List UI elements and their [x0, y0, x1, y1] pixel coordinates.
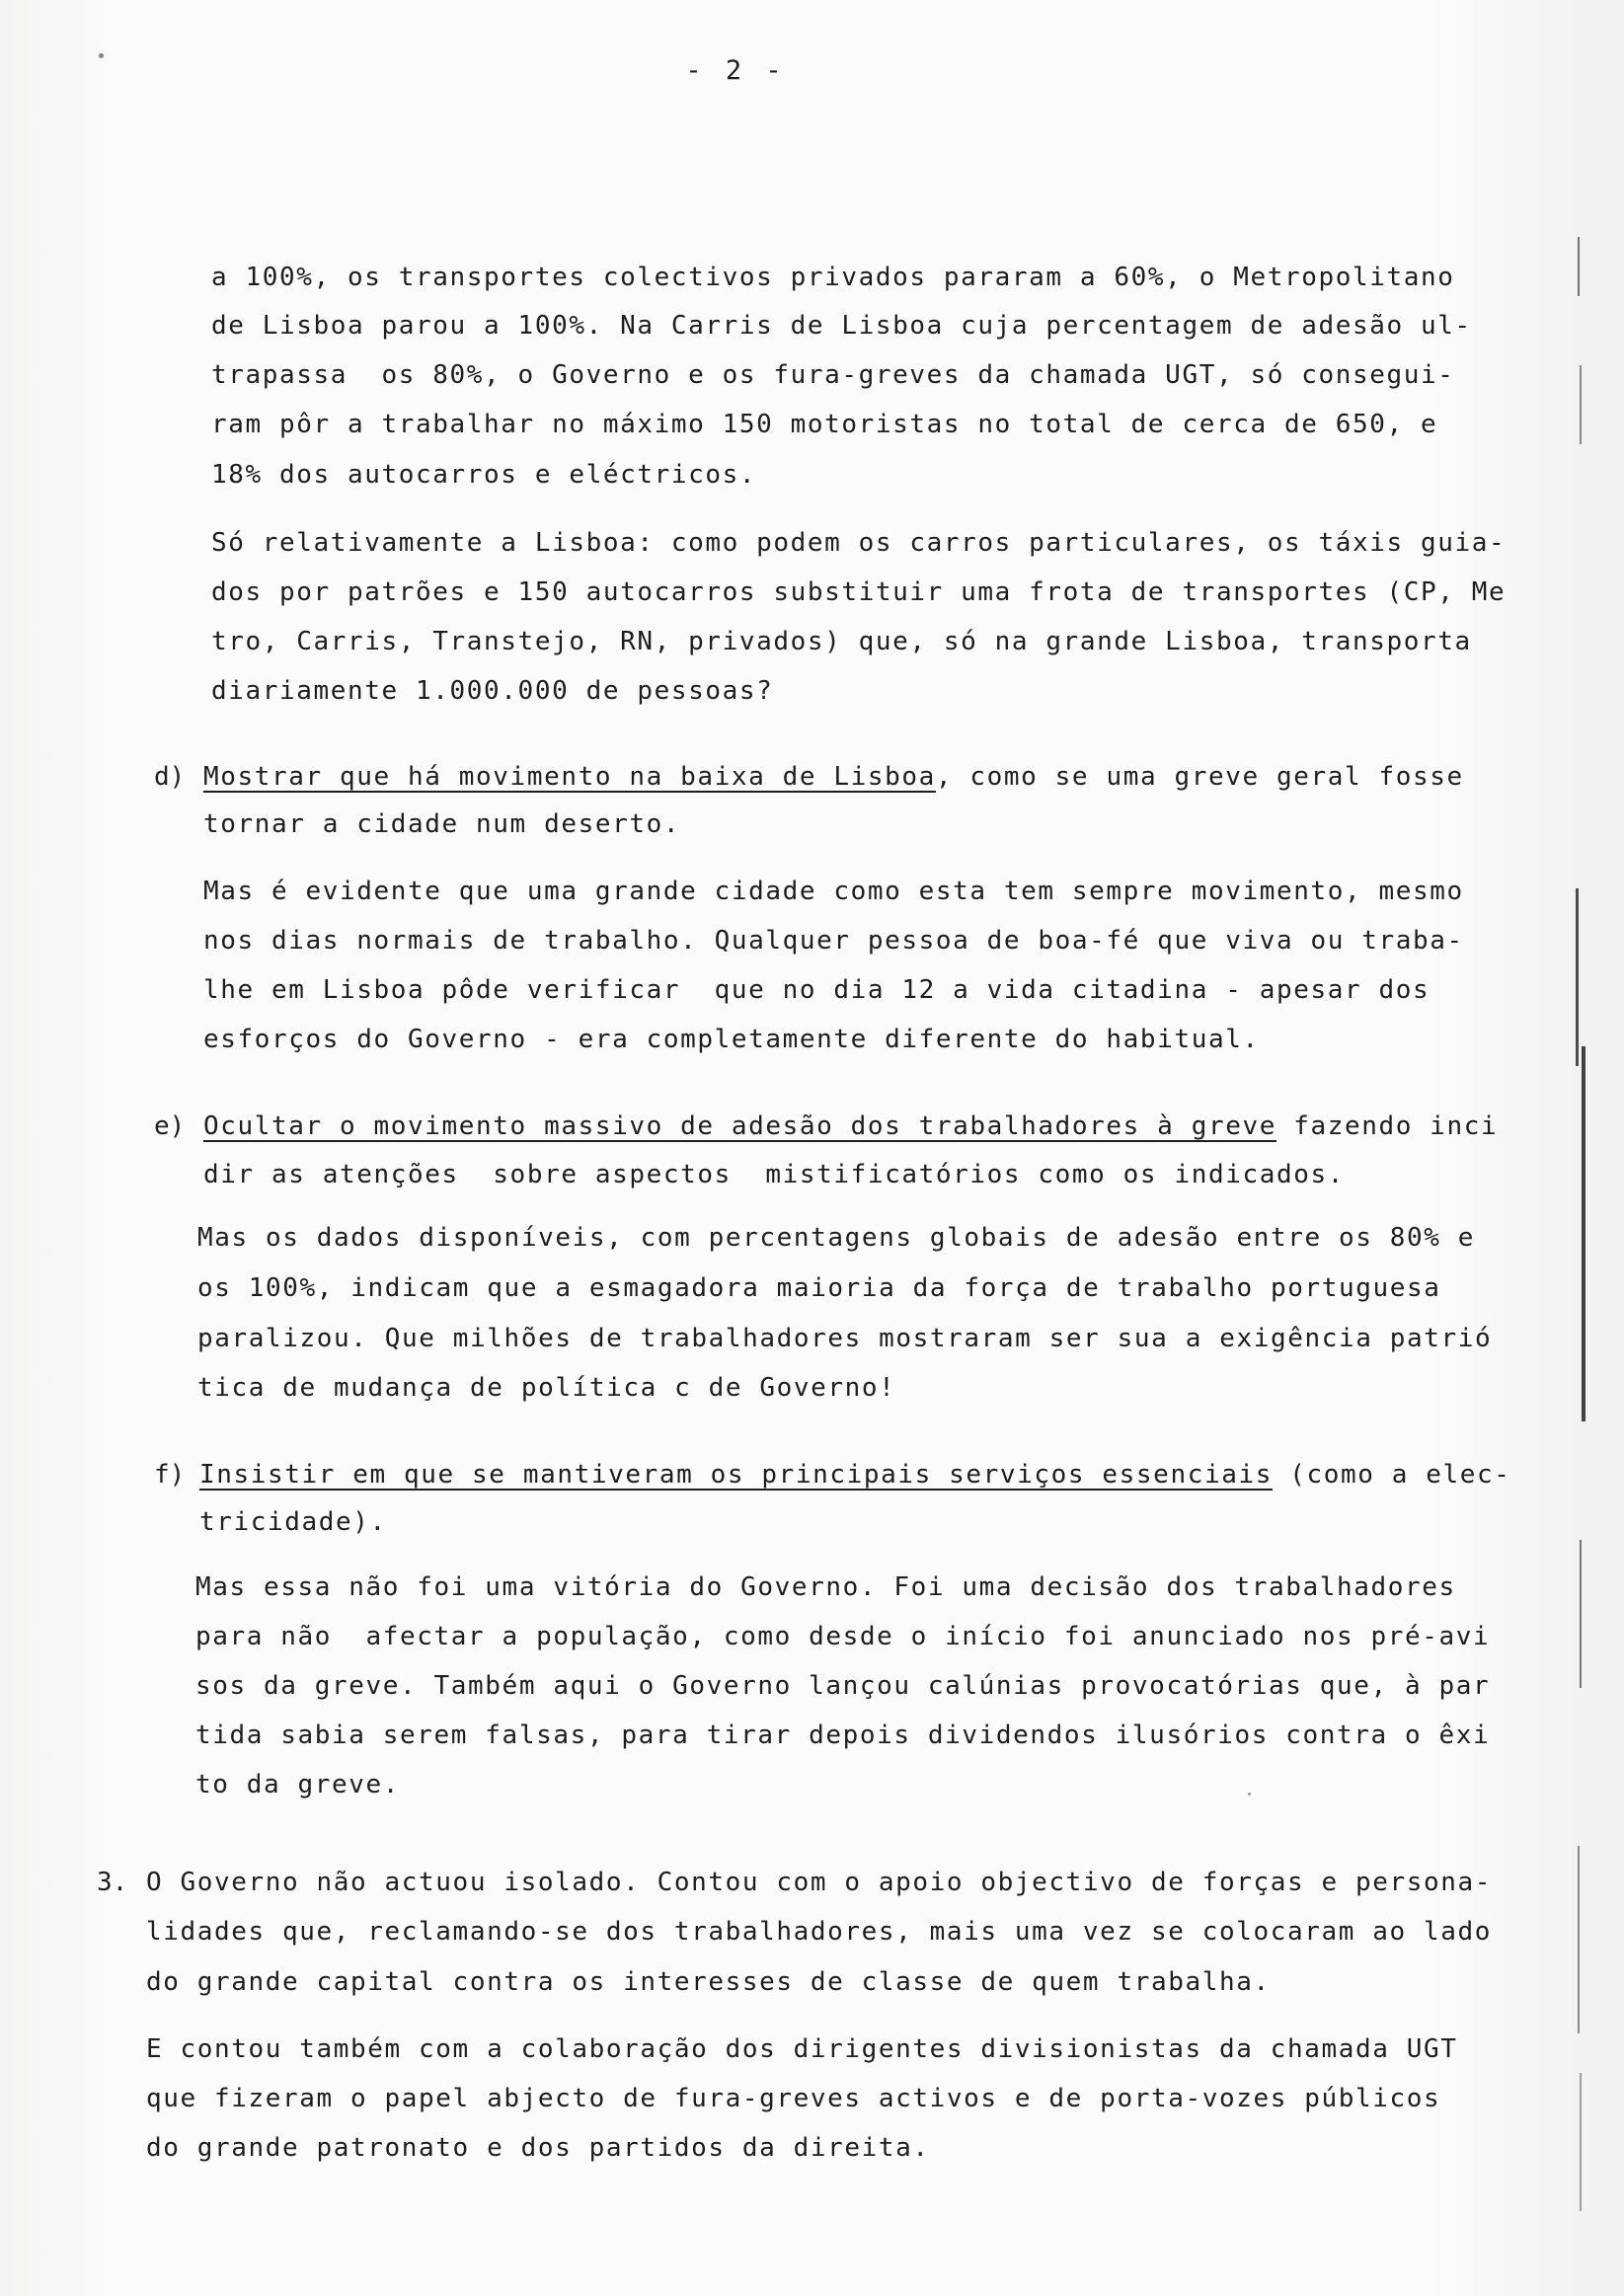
- item-e-heading-underlined: Ocultar o movimento massivo de adesão dos trabalhadores à greve: [203, 1111, 1276, 1141]
- scan-mark: [1576, 888, 1579, 1066]
- item-f-body-line: Mas essa não foi uma vitória do Governo. Foi uma decisão dos trabalhadores: [195, 1572, 1456, 1602]
- item-d-body-line: nos dias normais de trabalho. Qualquer pessoa de boa-fé que viva ou traba-: [203, 926, 1464, 956]
- scan-speck: [1248, 1793, 1251, 1796]
- item-f-body-line: sos da greve. Também aqui o Governo lançou calúnias provocatórias que, à par: [195, 1671, 1491, 1701]
- item-d-heading: [203, 757, 1464, 797]
- point-3-line: E contou também com a colaboração dos dirigentes divisionistas da chamada UGT: [146, 2034, 1458, 2064]
- item-e-body-line: tica de mudança de política c de Governo!: [197, 1373, 896, 1403]
- scan-mark: [1578, 237, 1580, 296]
- item-d-heading-underlined: Mostrar que há movimento na baixa de Lisboa: [203, 762, 936, 792]
- item-d-body-line: Mas é evidente que uma grande cidade como esta tem sempre movimento, mesmo: [203, 877, 1464, 906]
- intro-line: a 100%, os transportes colectivos privados pararam a 60%, o Metropolitano: [211, 263, 1455, 292]
- item-f-heading-underlined: Insistir em que se mantiveram os principais serviços essenciais: [199, 1460, 1273, 1490]
- item-f-marker: f): [154, 1460, 186, 1490]
- item-e-body-line: os 100%, indicam que a esmagadora maioria da força de trabalho portuguesa: [197, 1273, 1441, 1303]
- page-number: - 2 -: [685, 55, 786, 86]
- item-e-heading-line2: dir as atenções sobre aspectos mistificatórios como os indicados.: [203, 1160, 1345, 1189]
- item-d-body-line: esforços do Governo - era completamente diferente do habitual.: [203, 1025, 1260, 1054]
- lisboa-line: Só relativamente a Lisboa: como podem os carros particulares, os táxis guia-: [211, 528, 1507, 558]
- intro-line: trapassa os 80%, o Governo e os fura-greves da chamada UGT, só consegui-: [211, 360, 1455, 390]
- item-e-heading: [203, 1107, 1498, 1146]
- item-d-body-line: lhe em Lisboa pôde verificar que no dia 12 a vida citadina - apesar dos: [203, 975, 1431, 1005]
- item-f-heading-line2: tricidade).: [199, 1507, 387, 1537]
- intro-line: de Lisboa parou a 100%. Na Carris de Lisboa cuja percentagem de adesão ul-: [211, 311, 1472, 341]
- scan-mark: [1580, 2073, 1582, 2211]
- item-f-heading: [199, 1455, 1511, 1494]
- scan-mark: [1582, 1046, 1585, 1421]
- scan-mark: [1578, 1846, 1580, 2033]
- item-e-body-line: paralizou. Que milhões de trabalhadores mostraram ser sua a exigência patrió: [197, 1324, 1493, 1353]
- item-d-marker: d): [154, 762, 186, 792]
- item-e-marker: e): [154, 1111, 186, 1141]
- item-f-heading-rest: (como a elec-: [1272, 1460, 1511, 1490]
- item-e-body-line: Mas os dados disponíveis, com percentagens globais de adesão entre os 80% e: [197, 1223, 1475, 1253]
- lisboa-line: diariamente 1.000.000 de pessoas?: [211, 676, 774, 706]
- scan-mark: [1580, 365, 1582, 444]
- scan-speck: [99, 53, 104, 58]
- point-3-line: que fizeram o papel abjecto de fura-greves activos e de porta-vozes públicos: [146, 2084, 1441, 2113]
- point-3-marker: 3.: [97, 1868, 128, 1897]
- item-f-body-line: para não afectar a população, como desde o início foi anunciado nos pré-avi: [195, 1622, 1491, 1651]
- item-e-heading-rest: fazendo inci: [1276, 1111, 1499, 1141]
- lisboa-line: dos por patrões e 150 autocarros substituir uma frota de transportes (CP, Me: [211, 577, 1507, 607]
- point-3-line: do grande patronato e dos partidos da direita.: [146, 2133, 930, 2163]
- item-d-heading-line2: tornar a cidade num deserto.: [203, 809, 681, 839]
- lisboa-line: tro, Carris, Transtejo, RN, privados) que, só na grande Lisboa, transporta: [211, 627, 1472, 656]
- item-d-heading-rest: , como se uma greve geral fosse: [935, 762, 1464, 792]
- item-f-body-line: to da greve.: [195, 1770, 401, 1799]
- point-3-line: do grande capital contra os interesses de classe de quem trabalha.: [146, 1967, 1271, 1997]
- intro-line: ram pôr a trabalhar no máximo 150 motoristas no total de cerca de 650, e: [211, 410, 1438, 439]
- scan-mark: [1580, 1540, 1582, 1688]
- item-f-body-line: tida sabia serem falsas, para tirar depois dividendos ilusórios contra o êxi: [195, 1721, 1491, 1750]
- point-3-line: O Governo não actuou isolado. Contou com o apoio objectivo de forças e persona-: [146, 1868, 1493, 1897]
- intro-line: 18% dos autocarros e eléctricos.: [211, 460, 757, 490]
- point-3-line: lidades que, reclamando-se dos trabalhadores, mais uma vez se colocaram ao lado: [146, 1917, 1493, 1947]
